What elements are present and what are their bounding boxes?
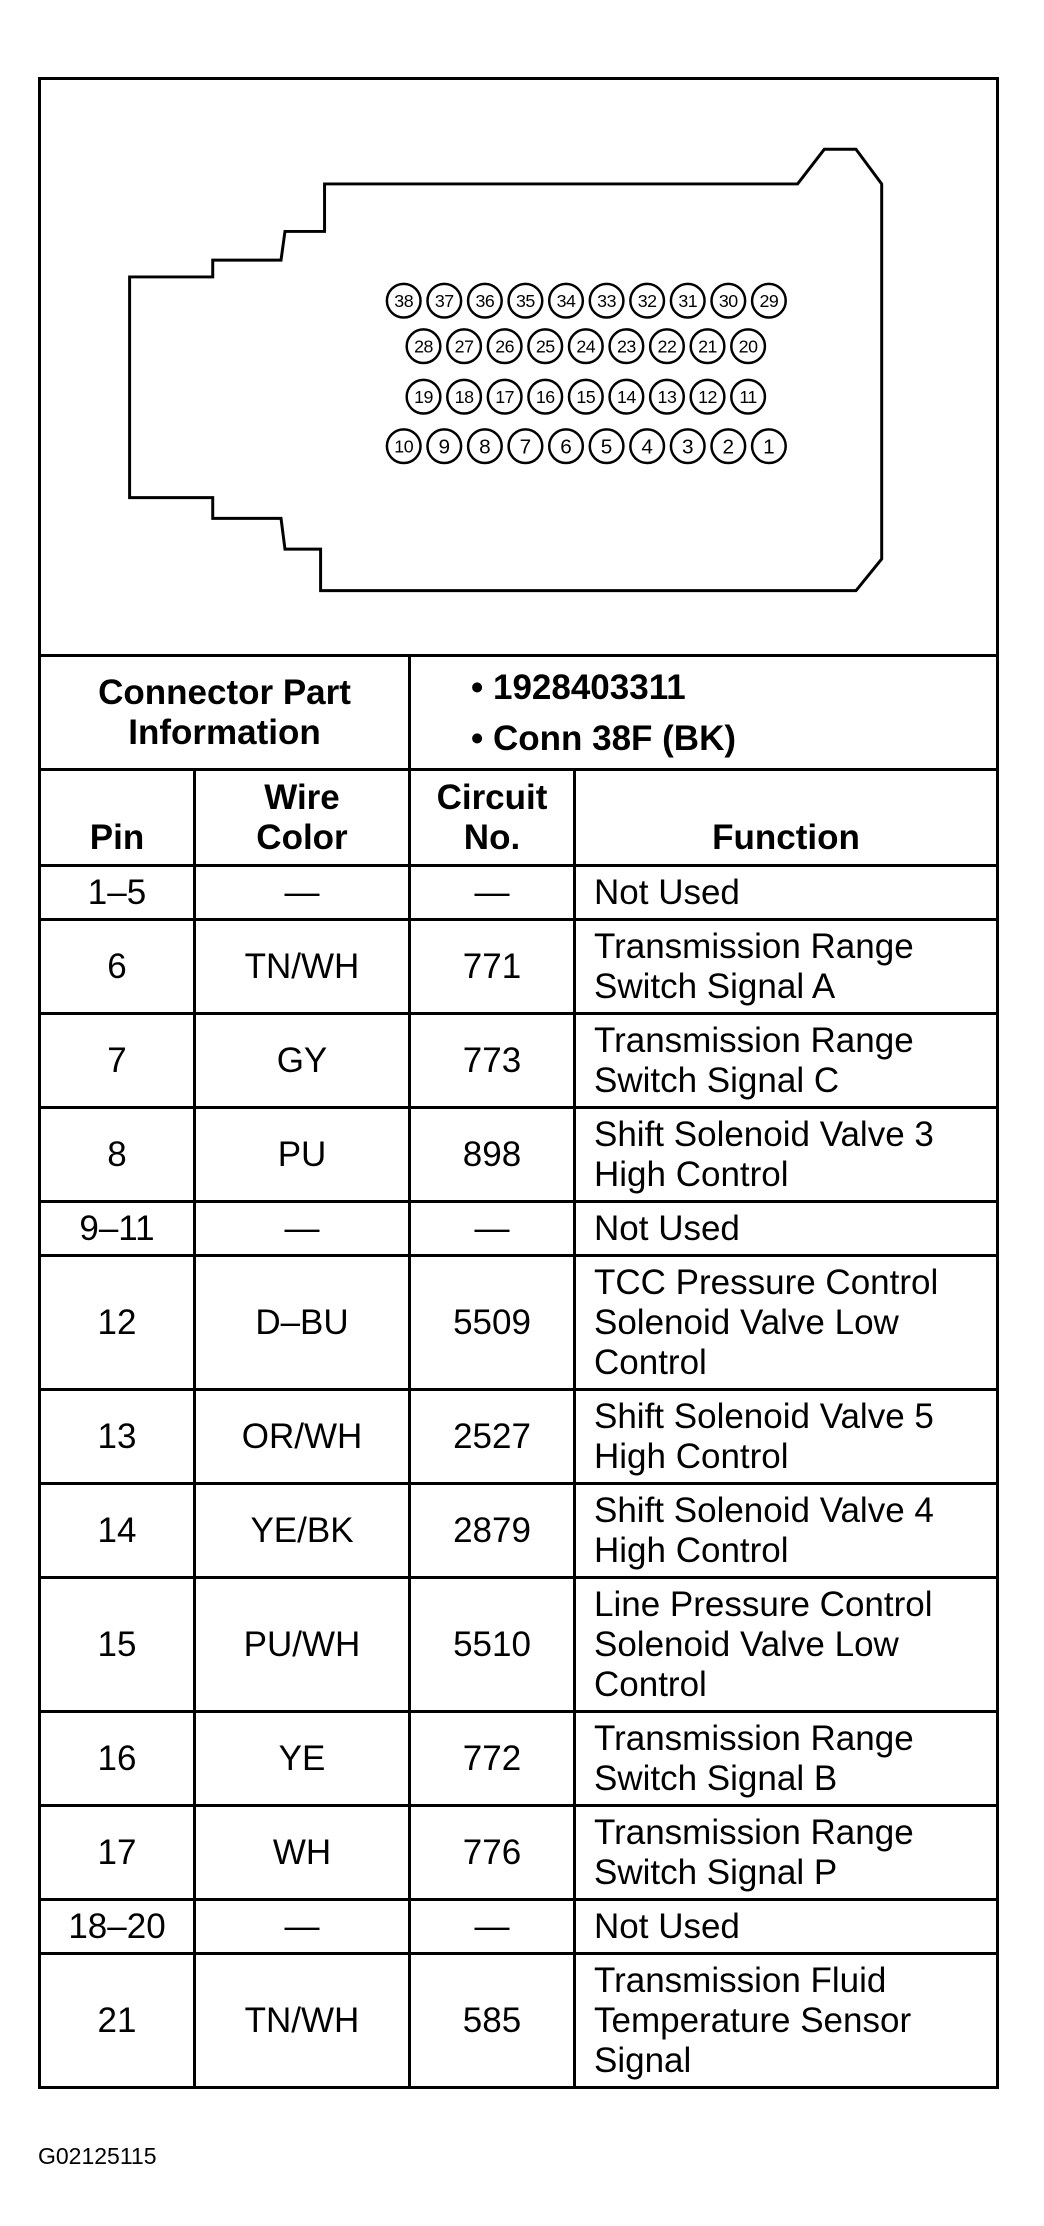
pin-number: 6 [560, 435, 572, 459]
pin-number: 4 [641, 435, 653, 459]
function-cell [575, 1712, 998, 1806]
header-wire-color-line-1: Wire [264, 778, 340, 817]
pin-number: 9 [438, 435, 451, 459]
header-wire-color-line-2: Color [256, 818, 348, 857]
wire-color-cell: PU/WH [195, 1578, 410, 1712]
pin-number: 25 [535, 336, 555, 357]
pin-cavity [488, 379, 522, 413]
connector-description: • Conn 38F (BK) [471, 713, 996, 764]
pin-cavity [711, 429, 745, 463]
function-line: Switch Signal P [594, 1852, 838, 1892]
connector-pinout-table [38, 77, 999, 2089]
table-head-section [40, 79, 998, 866]
pin-number: 33 [597, 290, 616, 311]
function-line: Control [594, 1664, 707, 1704]
pin-cell: 8 [40, 1108, 195, 1202]
function-line: Not Used [594, 872, 740, 912]
figure-id: G02125115 [38, 2143, 157, 2169]
info-label-line-2: Information [128, 712, 321, 752]
pin-number: 38 [394, 290, 414, 311]
pin-number: 29 [759, 290, 779, 311]
pin-cavity [691, 329, 725, 363]
circuit-no-cell: 773 [410, 1014, 575, 1108]
pin-number: 27 [454, 336, 474, 357]
pin-cavity [671, 429, 705, 463]
pin-cavity [387, 283, 421, 317]
pin-cavity [528, 329, 562, 363]
circuit-no-cell: 5509 [410, 1256, 575, 1390]
connector-part-details [410, 656, 998, 770]
function-cell [575, 1014, 998, 1108]
pin-cavity [731, 329, 765, 363]
pin-cavity [691, 379, 725, 413]
pin-number: 15 [576, 386, 596, 407]
function-line: Transmission Range [594, 1020, 914, 1060]
pin-cavity [731, 379, 765, 413]
connector-face-diagram [41, 82, 996, 653]
pin-number: 1 [763, 435, 775, 459]
circuit-no-cell: 776 [410, 1806, 575, 1900]
circuit-no-cell: — [410, 1900, 575, 1954]
table-row [40, 1014, 998, 1108]
pin-cell: 13 [40, 1390, 195, 1484]
pin-cavity [468, 429, 502, 463]
wire-color-cell: TN/WH [195, 1954, 410, 2088]
wire-color-cell: — [195, 1202, 410, 1256]
header-circuit-no [410, 770, 575, 866]
pin-number: 5 [600, 435, 613, 459]
function-line: Signal [594, 2040, 692, 2080]
info-label-line-1: Connector Part [98, 672, 351, 712]
pin-rows [40, 866, 998, 2088]
function-line: Shift Solenoid Valve 4 [594, 1490, 934, 1530]
connector-outline [130, 149, 882, 590]
pin-number: 35 [516, 290, 535, 311]
pin-number: 2 [722, 435, 735, 459]
wire-color-cell: PU [195, 1108, 410, 1202]
function-line: Transmission Fluid [594, 1960, 887, 2000]
diagram-row [40, 79, 998, 656]
pin-cavity [610, 329, 644, 363]
pin-cell: 12 [40, 1256, 195, 1390]
pin-number: 13 [657, 386, 677, 407]
pin-cavity [630, 429, 664, 463]
pin-number: 17 [495, 386, 515, 407]
pin-cavity [590, 429, 624, 463]
pin-number: 11 [739, 386, 757, 407]
pin-number: 26 [495, 336, 515, 357]
circuit-no-cell: — [410, 1202, 575, 1256]
pin-cavity [509, 429, 543, 463]
function-cell [575, 1390, 998, 1484]
pin-cavity [447, 329, 481, 363]
header-function: Function [575, 770, 998, 866]
pin-cavity [407, 379, 441, 413]
pin-cavity [427, 429, 461, 463]
wire-color-cell: D–BU [195, 1256, 410, 1390]
pin-cell: 21 [40, 1954, 195, 2088]
pin-cavity [590, 283, 624, 317]
circuit-no-cell: — [410, 866, 575, 920]
wire-color-cell: YE/BK [195, 1484, 410, 1578]
wire-color-cell: GY [195, 1014, 410, 1108]
circuit-no-cell: 2527 [410, 1390, 575, 1484]
pin-number: 18 [454, 386, 474, 407]
wire-color-cell: — [195, 1900, 410, 1954]
pin-number: 20 [738, 336, 758, 357]
pin-cavity [569, 329, 603, 363]
table-row [40, 1390, 998, 1484]
wire-color-cell: — [195, 866, 410, 920]
pin-cavity [407, 329, 441, 363]
pin-number: 34 [556, 290, 576, 311]
pin-cavity [528, 379, 562, 413]
wire-color-cell: WH [195, 1806, 410, 1900]
wire-color-cell: YE [195, 1712, 410, 1806]
pin-cavity [468, 283, 502, 317]
circuit-no-cell: 2879 [410, 1484, 575, 1578]
pin-cell: 15 [40, 1578, 195, 1712]
table-row [40, 1108, 998, 1202]
function-line: Switch Signal A [594, 966, 836, 1006]
connector-part-info-label [40, 656, 410, 770]
function-cell [575, 1578, 998, 1712]
function-line: High Control [594, 1154, 789, 1194]
header-circuit-no-line-1: Circuit [436, 778, 548, 817]
pin-cell: 6 [40, 920, 195, 1014]
header-wire-color [195, 770, 410, 866]
function-cell [575, 1900, 998, 1954]
function-cell [575, 1484, 998, 1578]
pin-number: 14 [616, 386, 636, 407]
function-line: Not Used [594, 1906, 740, 1946]
function-cell [575, 920, 998, 1014]
pin-number: 32 [637, 290, 657, 311]
part-number: • 1928403311 [471, 662, 996, 713]
pin-cell: 1–5 [40, 866, 195, 920]
circuit-no-cell: 772 [410, 1712, 575, 1806]
function-line: TCC Pressure Control [594, 1262, 939, 1302]
wire-color-cell: OR/WH [195, 1390, 410, 1484]
function-cell [575, 1806, 998, 1900]
pin-cell: 18–20 [40, 1900, 195, 1954]
pin-cell: 14 [40, 1484, 195, 1578]
pin-number: 28 [414, 336, 433, 357]
pin-cavity [427, 283, 461, 317]
table-row [40, 1202, 998, 1256]
pin-cavity [569, 379, 603, 413]
pin-cavity [650, 379, 684, 413]
function-line: Not Used [594, 1208, 740, 1248]
connector-info-row [40, 656, 998, 770]
pin-number: 30 [718, 290, 738, 311]
pin-cell: 17 [40, 1806, 195, 1900]
function-line: Transmission Range [594, 1812, 914, 1852]
function-line: Switch Signal B [594, 1758, 838, 1798]
function-cell [575, 866, 998, 920]
pin-cavity [711, 283, 745, 317]
column-header-row [40, 770, 998, 866]
function-line: Temperature Sensor [594, 2000, 912, 2040]
function-line: Transmission Range [594, 926, 914, 966]
pin-number: 36 [475, 290, 495, 311]
function-line: High Control [594, 1436, 789, 1476]
pin-cell: 9–11 [40, 1202, 195, 1256]
pin-cavity [549, 429, 583, 463]
table-row [40, 1256, 998, 1390]
function-cell [575, 1954, 998, 2088]
function-line: Shift Solenoid Valve 5 [594, 1396, 934, 1436]
pin-number: 37 [434, 290, 454, 311]
function-cell [575, 1108, 998, 1202]
pin-cavity [387, 429, 421, 463]
function-line: Solenoid Valve Low [594, 1624, 899, 1664]
pin-number: 19 [414, 386, 433, 407]
pin-cavity [488, 329, 522, 363]
function-line: Solenoid Valve Low [594, 1302, 899, 1342]
pin-number: 16 [535, 386, 555, 407]
table-row [40, 1900, 998, 1954]
pin-cavity [447, 379, 481, 413]
pin-cavity [752, 429, 786, 463]
pin-number: 7 [519, 435, 532, 459]
table-row [40, 1954, 998, 2088]
circuit-no-cell: 5510 [410, 1578, 575, 1712]
wire-color-cell: TN/WH [195, 920, 410, 1014]
pin-number: 21 [698, 336, 717, 357]
header-circuit-no-line-2: No. [463, 818, 521, 857]
pin-number: 10 [394, 436, 414, 457]
circuit-no-cell: 771 [410, 920, 575, 1014]
pin-cavity [549, 283, 583, 317]
pin-cavities [387, 283, 786, 462]
header-pin: Pin [40, 770, 195, 866]
table-row [40, 1484, 998, 1578]
function-line: Switch Signal C [594, 1060, 840, 1100]
pin-number: 31 [678, 290, 698, 311]
pin-cell: 7 [40, 1014, 195, 1108]
pin-cavity [610, 379, 644, 413]
table-row [40, 920, 998, 1014]
function-cell [575, 1256, 998, 1390]
pin-cavity [752, 283, 786, 317]
pin-number: 24 [576, 336, 596, 357]
pin-cavity [671, 283, 705, 317]
function-line: Line Pressure Control [594, 1584, 933, 1624]
table-row [40, 1712, 998, 1806]
circuit-no-cell: 585 [410, 1954, 575, 2088]
connector-diagram-cell [40, 79, 998, 656]
pin-number: 23 [616, 336, 636, 357]
pin-cavity [509, 283, 543, 317]
pin-cavity [650, 329, 684, 363]
pin-number: 22 [657, 336, 677, 357]
function-cell [575, 1202, 998, 1256]
function-line: High Control [594, 1530, 789, 1570]
circuit-no-cell: 898 [410, 1108, 575, 1202]
pin-number: 8 [479, 435, 491, 459]
pin-cavity [630, 283, 664, 317]
function-line: Transmission Range [594, 1718, 914, 1758]
table-row [40, 1578, 998, 1712]
function-line: Shift Solenoid Valve 3 [594, 1114, 934, 1154]
pin-cell: 16 [40, 1712, 195, 1806]
table-row [40, 866, 998, 920]
pin-number: 3 [681, 435, 694, 459]
pin-number: 12 [698, 386, 717, 407]
function-line: Control [594, 1342, 707, 1382]
table-row [40, 1806, 998, 1900]
